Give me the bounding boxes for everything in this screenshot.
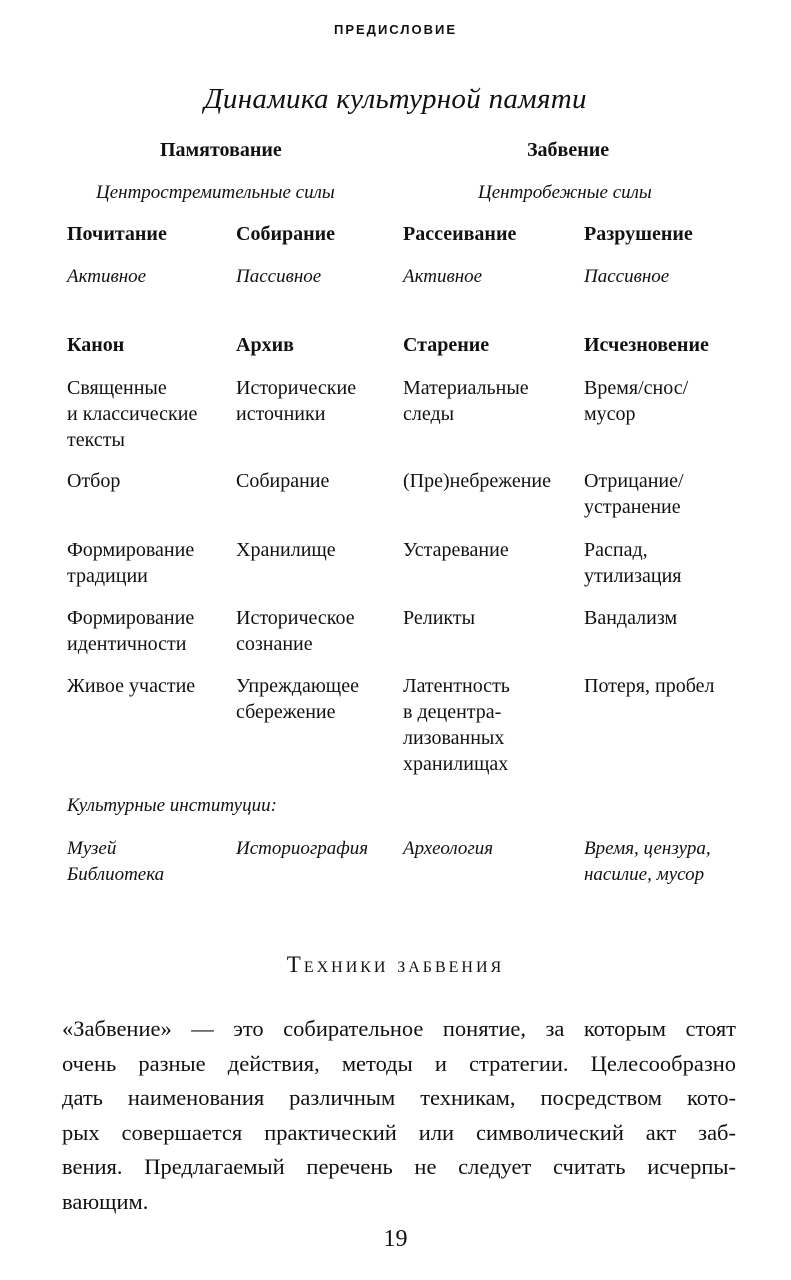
col-mode: Активное [403,266,483,287]
institution-cell: Музей Библиотека [67,838,165,885]
col-head: Почитание [67,223,167,245]
paragraph-line: «Забвение» — это собирательное понятие, за которым стоят [62,1016,736,1041]
table-cell: Отрицание/ устранение [584,470,684,518]
running-header: ПРЕДИСЛОВИЕ [334,22,457,37]
paragraph-line: вающим. [62,1188,149,1214]
table-cell: Упреждающее сбережение [236,675,359,723]
col-category: Старение [403,334,490,356]
table-cell: Живое участие [67,675,196,697]
table-cell: Распад, утилизация [584,539,682,587]
table-cell: Священные и классические тексты [67,377,198,451]
col-mode: Пассивное [584,266,670,287]
table-cell: Вандализм [584,607,678,629]
institutions-label: Культурные институции: [67,795,277,816]
col-category: Архив [236,334,294,356]
paragraph-line: рых совершается практический или символический акт заб- [62,1119,736,1145]
table-cell: Устаревание [403,539,509,561]
page-number: 19 [383,1226,408,1252]
section-title: Техники забвения [286,952,505,977]
col-category: Канон [67,334,125,356]
institution-cell: Археология [403,838,494,859]
paragraph-line: дать наименования различным техникам, посредством кото- [62,1085,736,1110]
group-remembering: Памятование [160,139,282,161]
table-cell: Историческое сознание [236,607,355,655]
col-category: Исчезновение [584,334,709,356]
col-head: Разрушение [584,223,693,245]
table-cell: Реликты [403,607,476,629]
institution-cell: Историография [236,838,369,859]
institution-cell: Время, цензура, насилие, мусор [584,838,711,885]
group-forgetting: Забвение [527,139,610,161]
table-cell: Формирование традиции [67,539,195,587]
table-cell: (Пре)небрежение [403,470,551,492]
paragraph-line: очень разные действия, методы и стратегии. Целесообразно [62,1050,736,1076]
group-remembering-forces: Центростремительные силы [96,182,335,203]
body-paragraph [62,1012,736,1219]
table-cell: Отбор [67,470,121,492]
col-mode: Активное [67,266,147,287]
table-cell: Материальные следы [403,377,529,425]
table-cell: Латентность в децентра- лизованных хранилищах [403,675,510,775]
table-cell: Потеря, пробел [584,675,715,697]
col-head: Собирание [236,223,336,245]
table-title: Динамика культурной памяти [204,83,587,115]
col-mode: Пассивное [236,266,322,287]
table-cell: Собирание [236,470,330,492]
paragraph-line: вения. Предлагаемый перечень не следует считать исчерпы- [62,1154,736,1179]
table-cell: Формирование идентичности [67,607,195,655]
table-cell: Хранилище [236,539,336,561]
table-cell: Исторические источники [236,377,357,425]
col-head: Рассеивание [403,223,517,245]
group-forgetting-forces: Центробежные силы [478,182,652,203]
table-cell: Время/снос/ мусор [584,377,689,425]
